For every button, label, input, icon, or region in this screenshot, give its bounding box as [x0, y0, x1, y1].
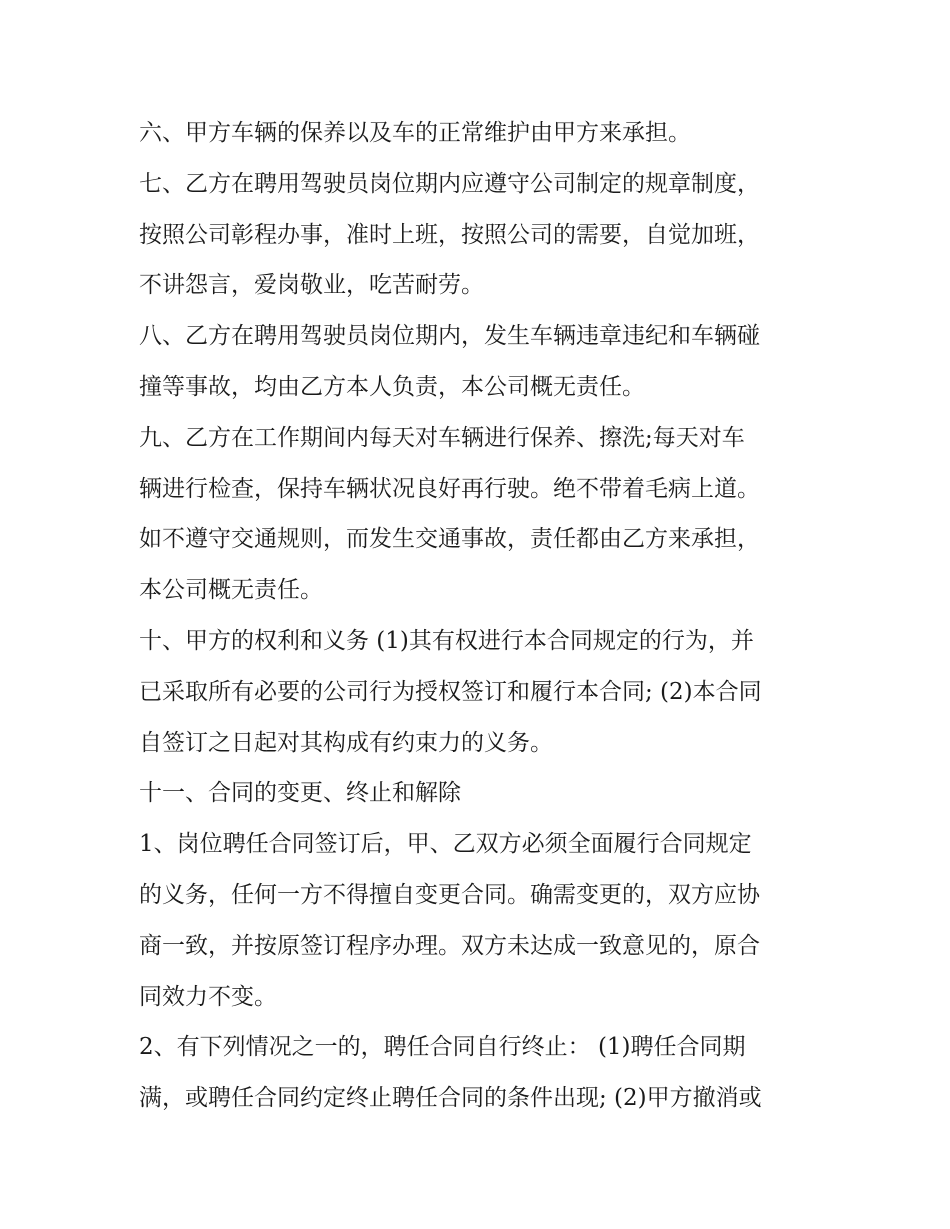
text-line: 如不遵守交通规则，而发生交通事故，责任都由乙方来承担， — [139, 526, 760, 553]
text-line: 六、甲方车辆的保养以及车的正常维护由甲方来承担。 — [139, 120, 691, 146]
text-line: 十、甲方的权利和义务 (1)其有权进行本合同规定的行为，并 — [139, 627, 754, 654]
text-line: 按照公司彰程办事，准时上班，按照公司的需要，自觉加班， — [139, 221, 760, 248]
text-line: 的义务，任何一方不得擅自变更合同。确需变更的，双方应协 — [139, 881, 760, 908]
text-line: 不讲怨言，爱岗敬业，吃苦耐劳。 — [139, 272, 484, 299]
text-line: 九、乙方在工作期间内每天对车辆进行保养、擦洗;每天对车 — [139, 424, 745, 451]
text-line: 2、有下列情况之一的，聘任合同自行终止： (1)聘任合同期 — [139, 1034, 746, 1061]
text-line: 满，或聘任合同约定终止聘任合同的条件出现; (2)甲方撤消或 — [139, 1085, 762, 1112]
section-heading: 十一、合同的变更、终止和解除 — [139, 780, 461, 807]
text-line: 自签订之日起对其构成有约束力的义务。 — [139, 729, 553, 756]
contract-text-body — [139, 108, 829, 1124]
text-line: 七、乙方在聘用驾驶员岗位期内应遵守公司制定的规章制度， — [139, 170, 760, 197]
text-line: 已采取所有必要的公司行为授权签订和履行本合同; (2)本合同 — [139, 678, 762, 705]
text-line: 本公司概无责任。 — [139, 577, 323, 604]
text-line: 1、岗位聘任合同签订后，甲、乙双方必须全面履行合同规定 — [139, 831, 752, 858]
text-line: 同效力不变。 — [139, 983, 277, 1010]
text-line: 商一致，并按原签订程序办理。双方未达成一致意见的，原合 — [139, 932, 760, 959]
text-line: 辆进行检查，保持车辆状况良好再行驶。绝不带着毛病上道。 — [139, 475, 760, 502]
text-line: 八、乙方在聘用驾驶员岗位期内，发生车辆违章违纪和车辆碰 — [139, 323, 760, 350]
text-line: 撞等事故，均由乙方本人负责，本公司概无责任。 — [139, 373, 645, 400]
